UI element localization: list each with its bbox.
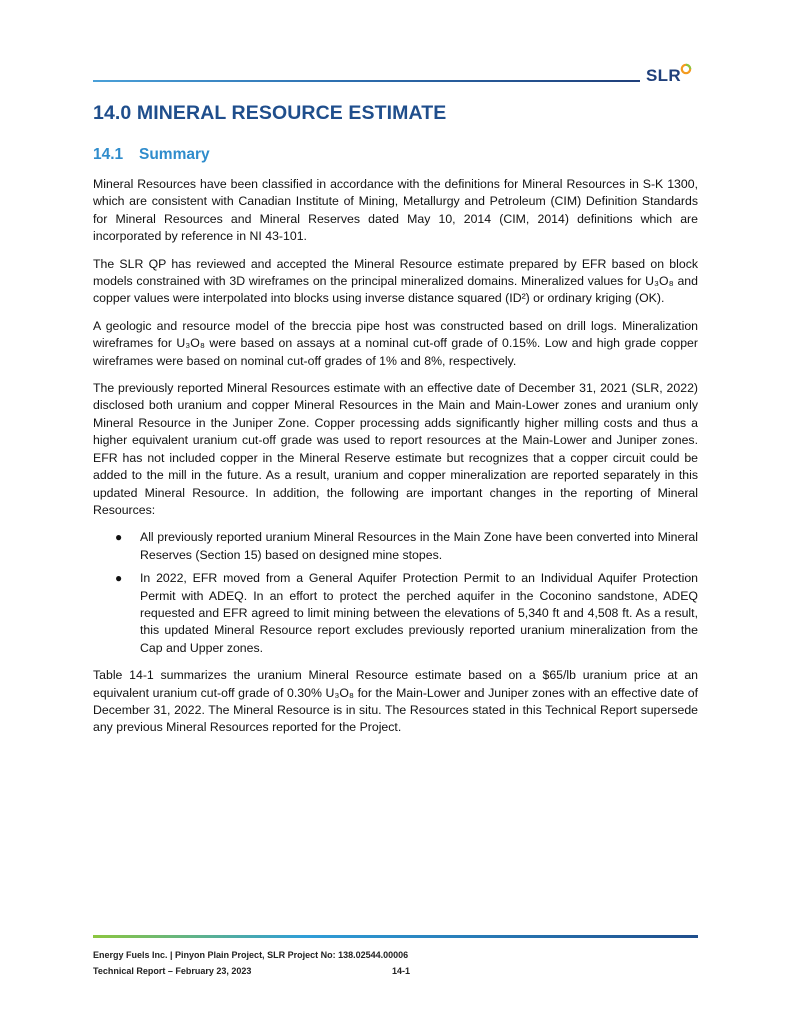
paragraph: The previously reported Mineral Resources estimate with an effective date of December 31, 2021 (SLR, 2022) disclosed both uranium and copper Mineral Resources in the Main and Main-Lower zones and uranium only Mineral Resource in the Juniper Zone. Copper processing adds significantly higher milling costs and thus a higher equivalent uranium cut-off grade was used to report resources at the Main-Lower and Juniper zones. EFR has not included copper in the Mineral Reserve estimate but recognizes that a copper circuit could be added to the mill in the future. As a result, uranium and copper mineralization are reported separately in this updated Mineral Resource. In addition, the following are important changes in the reporting of Mineral Resources: bbox=[93, 381, 698, 517]
header-rule bbox=[93, 80, 640, 82]
section-title: Summary bbox=[139, 146, 210, 163]
slr-logo bbox=[646, 63, 698, 87]
section-heading bbox=[93, 146, 210, 164]
list-item-text: In 2022, EFR moved from a General Aquifer Protection Permit to an Individual Aquifer Protection Permit with ADEQ. In an effort to protect the perched aquifer in the Coconino sandstone, ADEQ requested and EFR agreed to limit mining between the elevations of 5,340 ft and 4,508 ft. As a result, this updated Mineral Resource report excludes previously reported uranium mineralization from the Cap and Upper zones. bbox=[140, 571, 698, 655]
body-content bbox=[93, 176, 698, 747]
bullet-icon: ● bbox=[115, 530, 123, 545]
paragraph: Table 14-1 summarizes the uranium Mineral Resource estimate based on a $65/lb uranium price at an equivalent uranium cut-off grade of 0.30% U₃O₈ for the Main-Lower and Juniper zones with an effective date of December 31, 2022. The Mineral Resource is in situ. The Resources stated in this Technical Report supersede any previous Mineral Resources reported for the Project. bbox=[93, 668, 698, 735]
bullet-list bbox=[93, 529, 698, 657]
footer-rule bbox=[93, 935, 698, 938]
paragraph: Mineral Resources have been classified in accordance with the definitions for Mineral Resources in S-K 1300, which are consistent with Canadian Institute of Mining, Metallurgy and Petroleum (CIM) Definition Standards for Mineral Resources and Mineral Reserves dated May 10, 2014 (CIM, 2014) definitions which are incorporated by reference in NI 43-101. bbox=[93, 177, 698, 244]
page-number: 14-1 bbox=[392, 966, 411, 976]
section-number: 14.1 bbox=[93, 146, 124, 163]
paragraph: The SLR QP has reviewed and accepted the Mineral Resource estimate prepared by EFR based on block models constrained with 3D wireframes on the principal mineralized domains. Mineralized values for U₃O₈ and copper values were interpolated into blocks using inverse distance squared (ID²) or ordinary kriging (OK). bbox=[93, 256, 698, 306]
footer-project-info: Energy Fuels Inc. | Pinyon Plain Project, SLR Project No: 138.02544.00006 bbox=[93, 950, 409, 960]
footer-report-date: Technical Report – February 23, 2023 bbox=[93, 966, 252, 976]
bullet-icon: ● bbox=[115, 571, 123, 586]
list-item bbox=[93, 529, 698, 564]
list-item bbox=[93, 570, 698, 657]
logo-swirl-icon bbox=[680, 63, 692, 75]
list-item-text: All previously reported uranium Mineral Resources in the Main Zone have been converted into Mineral Reserves (Section 15) based on designed mine stopes. bbox=[140, 530, 698, 562]
logo-text: SLR bbox=[646, 66, 681, 85]
page-title: 14.0 MINERAL RESOURCE ESTIMATE bbox=[93, 102, 447, 124]
paragraph: A geologic and resource model of the breccia pipe host was constructed based on drill logs. Mineralization wireframes for U₃O₈ were based on assays at a nominal cut-off grade of 0.15%. Low and high grade copper wireframes were based on nominal cut-off grades of 1% and 8%, respectively. bbox=[93, 318, 698, 368]
